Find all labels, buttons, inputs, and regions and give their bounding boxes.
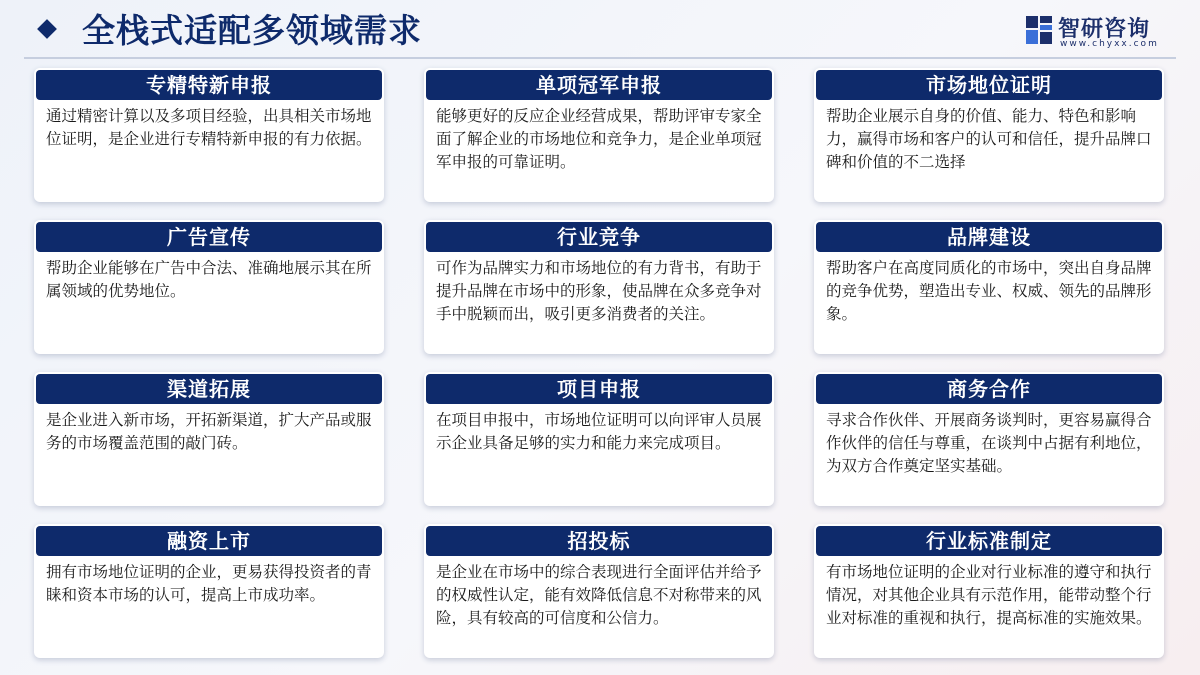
logo-text: 智研咨询 <box>1058 17 1151 42</box>
card-title: 融资上市 <box>36 526 382 556</box>
card-title: 商务合作 <box>816 374 1162 404</box>
card-text: 拥有市场地位证明的企业，更易获得投资者的青睐和资本市场的认可，提高上市成功率。 <box>46 563 372 604</box>
diamond-bullet-icon <box>37 19 57 39</box>
card-text: 寻求合作伙伴、开展商务谈判时，更容易赢得合作伙伴的信任与尊重，在谈判中占据有利地位，为双方合作奠定坚实基础。 <box>826 411 1152 475</box>
card-brand-building <box>814 220 1164 354</box>
card-text: 能够更好的反应企业经营成果，帮助评审专家全面了解企业的市场地位和竞争力，是企业单项冠军申报的可靠证明。 <box>436 107 762 171</box>
cards-grid <box>34 68 1170 660</box>
card-project-application <box>424 372 774 506</box>
card-text: 是企业进入新市场，开拓新渠道，扩大产品或服务的市场覆盖范围的敲门砖。 <box>46 411 372 452</box>
card-title: 单项冠军申报 <box>426 70 772 100</box>
page-header <box>0 0 1200 62</box>
card-text: 有市场地位证明的企业对行业标准的遵守和执行情况，对其他企业具有示范作用，能带动整个行业对标准的重视和执行，提高标准的实施效果。 <box>826 563 1152 627</box>
card-industry-competition <box>424 220 774 354</box>
card-advertising <box>34 220 384 354</box>
card-financing-listing <box>34 524 384 658</box>
card-text: 帮助企业能够在广告中合法、准确地展示其在所属领域的优势地位。 <box>46 259 372 300</box>
card-title: 品牌建设 <box>816 222 1162 252</box>
card-text: 在项目申报中，市场地位证明可以向评审人员展示企业具备足够的实力和能力来完成项目。 <box>436 411 762 452</box>
card-text: 帮助企业展示自身的价值、能力、特色和影响力，赢得市场和客户的认可和信任，提升品牌口碑和价值的不二选择 <box>826 107 1152 171</box>
logo-url: www.chyxx.com <box>1060 39 1159 49</box>
card-text: 帮助客户在高度同质化的市场中，突出自身品牌的竞争优势，塑造出专业、权威、领先的品牌形象。 <box>826 259 1152 323</box>
card-title: 渠道拓展 <box>36 374 382 404</box>
card-title: 招投标 <box>426 526 772 556</box>
card-title: 行业竞争 <box>426 222 772 252</box>
card-market-position <box>814 68 1164 202</box>
card-channel-expansion <box>34 372 384 506</box>
card-text: 是企业在市场中的综合表现进行全面评估并给予的权威性认定，能有效降低信息不对称带来的风险，具有较高的可信度和公信力。 <box>436 563 762 627</box>
brand-logo <box>1024 12 1172 52</box>
card-bidding <box>424 524 774 658</box>
card-text: 可作为品牌实力和市场地位的有力背书，有助于提升品牌在市场中的形象，使品牌在众多竞争对手中脱颖而出，吸引更多消费者的关注。 <box>436 259 762 323</box>
card-title: 广告宣传 <box>36 222 382 252</box>
card-title: 行业标准制定 <box>816 526 1162 556</box>
card-text: 通过精密计算以及多项目经验，出具相关市场地位证明，是企业进行专精特新申报的有力依据。 <box>46 107 372 148</box>
card-business-cooperation <box>814 372 1164 506</box>
card-specialized-new <box>34 68 384 202</box>
card-single-champion <box>424 68 774 202</box>
logo-mark-icon <box>1024 14 1054 46</box>
page-title: 全栈式适配多领域需求 <box>82 11 422 50</box>
card-title: 专精特新申报 <box>36 70 382 100</box>
card-title: 项目申报 <box>426 374 772 404</box>
card-title: 市场地位证明 <box>816 70 1162 100</box>
header-divider <box>24 57 1176 59</box>
card-standard-setting <box>814 524 1164 658</box>
